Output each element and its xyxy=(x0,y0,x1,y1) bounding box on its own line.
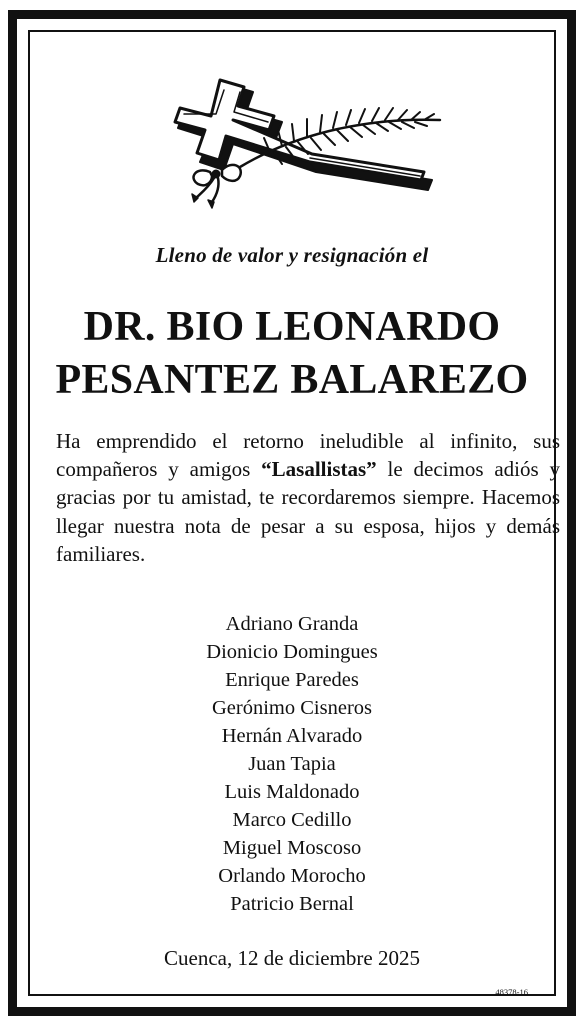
message-part2: le decimos adiós y gracias por tu amistad, te recordaremos siempre. Hacemos llegar nuestra nota de pesar a su esposa, hijos y demás familiares. xyxy=(56,457,561,566)
message-part1: Ha emprendido el retorno ineludible al infinito, sus compañeros y amigos xyxy=(56,429,560,482)
signatory-name: Marco Cedillo xyxy=(232,809,352,831)
signatory-name: Patricio Bernal xyxy=(230,893,354,915)
signatory-name: Orlando Morocho xyxy=(218,865,366,887)
signatory-name: Hernán Alvarado xyxy=(221,725,363,747)
signatory-name: Miguel Moscoso xyxy=(222,837,362,859)
signatory-name: Juan Tapia xyxy=(248,753,336,775)
deceased-name-line1: DR. BIO LEONARDO xyxy=(83,304,501,350)
message-highlight: “Lasallistas” xyxy=(261,457,377,482)
deceased-name-line2: PESANTEZ BALAREZO xyxy=(55,357,529,403)
obituary-inner-frame xyxy=(28,30,561,997)
signatory-name: Enrique Paredes xyxy=(225,669,359,691)
signatories-list xyxy=(30,610,554,918)
signatory-name: Gerónimo Cisneros xyxy=(212,697,372,719)
obituary-outer-border xyxy=(8,10,576,1016)
signatory-name: Adriano Granda xyxy=(225,613,359,635)
signatory-name: Luis Maldonado xyxy=(224,781,360,803)
ad-reference-code: 48378-16 xyxy=(495,987,528,997)
place-and-date: Cuenca, 12 de diciembre 2025 xyxy=(164,946,420,970)
signatory-name: Dionicio Domingues xyxy=(206,641,378,663)
condolence-message xyxy=(56,427,560,568)
cross-with-palm-icon xyxy=(170,62,455,212)
intro-text: Lleno de valor y resignación el xyxy=(155,243,429,267)
